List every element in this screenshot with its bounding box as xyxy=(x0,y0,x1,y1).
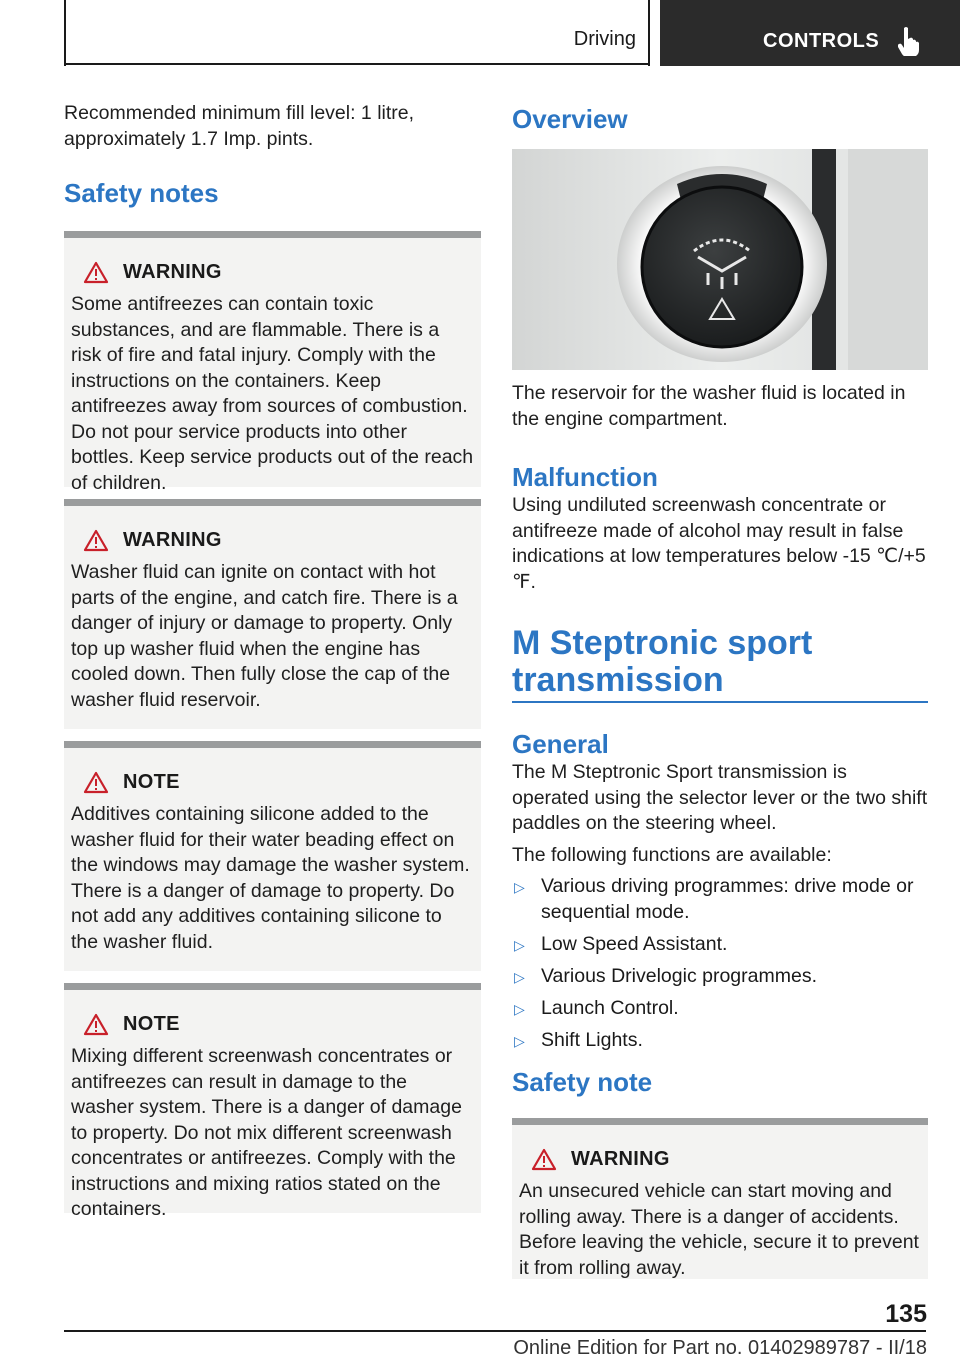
malfunction-heading: Malfunction xyxy=(512,462,658,492)
callout-label: WARNING xyxy=(123,260,222,283)
warning-triangle-icon xyxy=(83,771,109,794)
chapter-title: M Steptronic sport transmission xyxy=(512,624,813,699)
edition-note: Online Edition for Part no. 01402989787 - II/18 xyxy=(513,1337,927,1359)
callout-text: An unsecured vehicle can start moving and rolling away. There is a danger of accidents. Before leaving the vehicle, secure it to prevent it from rolling away. xyxy=(519,1180,919,1279)
right-column xyxy=(512,100,928,1279)
page-number: 135 xyxy=(885,1300,927,1328)
list-item: ▷ Shift Lights. xyxy=(512,1028,928,1054)
bullet-triangle-icon: ▷ xyxy=(514,968,525,985)
footer-rule xyxy=(64,1330,926,1332)
general-text: The M Steptronic Sport transmission is operated using the selector lever or the two shift paddles on the steering wheel. xyxy=(512,761,928,834)
general-heading: General xyxy=(512,729,609,759)
chapter-tab-label: CONTROLS xyxy=(763,30,880,52)
callout-label: WARNING xyxy=(123,528,222,551)
left-column xyxy=(64,100,481,1220)
list-item: ▷ Various Drivelogic programmes. xyxy=(512,964,928,990)
washer-reservoir-photo xyxy=(512,149,928,370)
callout-text: Some antifreezes can contain toxic substances, and are flammable. There is a risk of fire and fatal injury. Comply with the instructions on the containers. Keep antifreezes away from sources of combustion. Do not pour service products into other bottles. Keep service products out of the reach of children. xyxy=(71,293,474,494)
warning-triangle-icon xyxy=(83,529,109,552)
safety-notes-heading: Safety notes xyxy=(64,178,219,208)
warning-callout-rolling xyxy=(512,1118,928,1279)
list-item: ▷ Launch Control. xyxy=(512,996,928,1022)
overview-caption: The reservoir for the washer fluid is located in the engine compartment. xyxy=(512,382,906,430)
bullet-triangle-icon: ▷ xyxy=(514,879,525,895)
functions-list xyxy=(512,874,928,1053)
malfunction-text: Using undiluted screenwash concentrate or antifreeze made of alcohol may result in false indications at low temperatures below -15 ℃/+5 ℉. xyxy=(512,494,926,593)
callout-label: NOTE xyxy=(123,1012,180,1035)
fill-level-text: Recommended minimum fill level: 1 litre, approximately 1.7 Imp. pints. xyxy=(64,102,415,150)
callout-label: NOTE xyxy=(123,770,180,793)
overview-heading: Overview xyxy=(512,104,628,134)
chapter-tab xyxy=(660,0,960,66)
warning-triangle-icon xyxy=(83,261,109,284)
functions-intro: The following functions are available: xyxy=(512,843,832,866)
callout-label: WARNING xyxy=(571,1147,670,1170)
header-left-rule xyxy=(64,0,66,66)
callout-text: Washer fluid can ignite on contact with hot parts of the engine, and catch fire. There is a danger of injury or damage to property. Only top up washer fluid when the engine has cooled down. Then fully close the cap of the washer fluid reservoir. xyxy=(71,561,458,711)
callout-text: Additives containing silicone added to the washer fluid for their water beading effect on the windows may damage the washer system. There is a danger of damage to property. Do not add any additives containing silicone to the washer fluid. xyxy=(71,803,470,953)
list-item: ▷ Various driving programmes: drive mode or sequential mode. xyxy=(514,875,914,923)
washer-fluid-cap-illustration xyxy=(512,149,928,370)
warning-triangle-icon xyxy=(83,1013,109,1036)
warning-triangle-icon xyxy=(531,1148,557,1171)
list-item: ▷ Low Speed Assistant. xyxy=(512,932,928,958)
note-callout-mixing xyxy=(64,983,481,1220)
bullet-triangle-icon: ▷ xyxy=(514,936,525,953)
chapter-title-rule xyxy=(512,701,928,703)
header-section-title: Driving xyxy=(573,28,636,50)
pointing-hand-icon xyxy=(898,26,920,56)
safety-note-heading: Safety note xyxy=(512,1067,653,1097)
header-separator xyxy=(648,0,650,66)
bullet-triangle-icon: ▷ xyxy=(514,1032,525,1049)
bullet-triangle-icon: ▷ xyxy=(514,1000,525,1017)
note-callout-silicone xyxy=(64,741,481,971)
callout-text: Mixing different screenwash concentrates or antifreezes can result in damage to the washer system. There is a danger of damage to property. Do not mix different screenwash concentrates or antifreezes. Comply with the instructions and mixing ratios stated on the containers. xyxy=(71,1045,462,1220)
header-bottom-rule xyxy=(64,63,650,65)
warning-callout-washer-fluid xyxy=(64,499,481,729)
warning-callout-antifreeze xyxy=(64,231,481,494)
